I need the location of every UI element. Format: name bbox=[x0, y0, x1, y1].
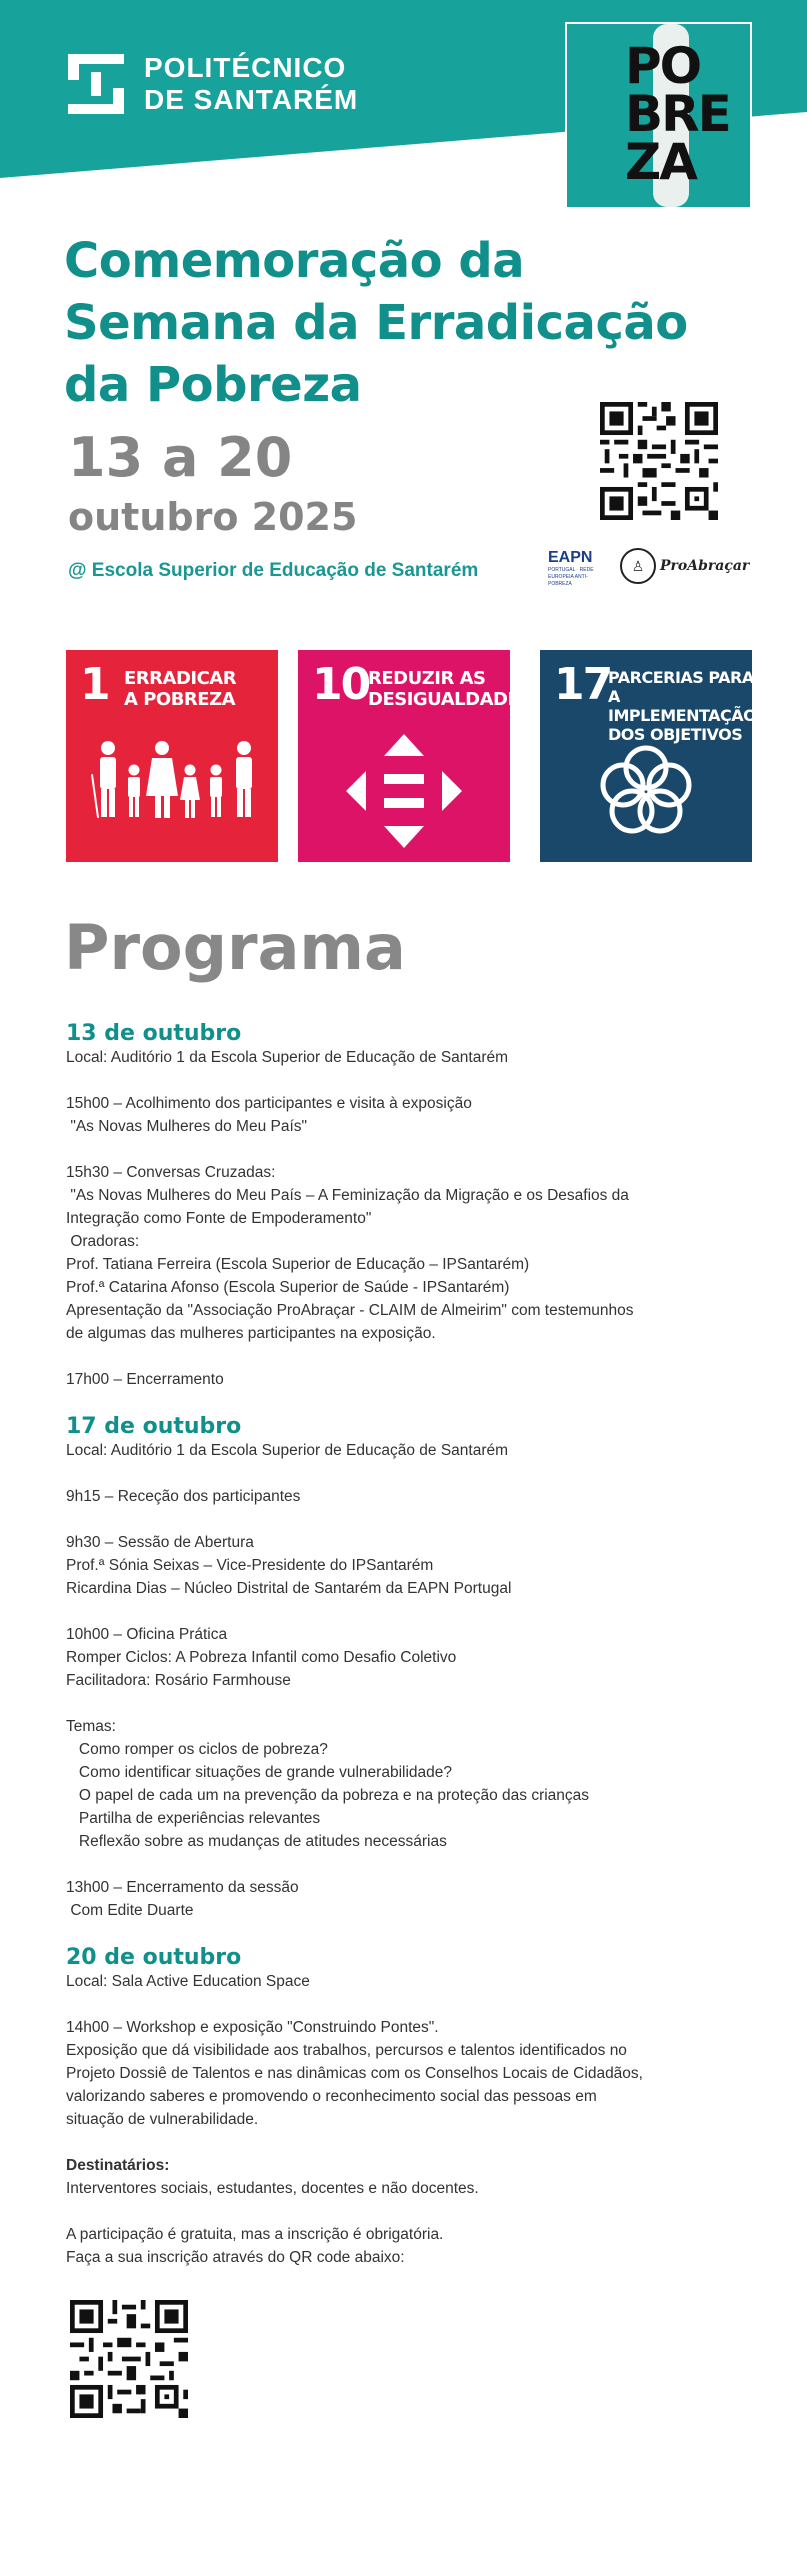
programa-heading: Programa bbox=[64, 911, 406, 984]
eapn-logo-subtitle: PORTUGAL · REDE EUROPEIA ANTI-POBREZA bbox=[548, 567, 594, 587]
proabracar-emblem-icon: ♙ bbox=[620, 548, 656, 584]
institution-logo-icon bbox=[68, 54, 124, 114]
sdg-10-number: 10 bbox=[312, 659, 370, 710]
event-month: outubro 2025 bbox=[68, 495, 358, 539]
day-13-line: "As Novas Mulheres do Meu País" bbox=[66, 1118, 308, 1135]
day-13-line: 15h30 – Conversas Cruzadas: bbox=[66, 1164, 276, 1181]
event-title-line1: Comemoração da bbox=[64, 233, 525, 289]
event-title bbox=[64, 230, 754, 416]
day-13-line bbox=[66, 1138, 756, 1161]
day-20-details bbox=[66, 1970, 756, 2269]
destinatarios-label: Destinatários: bbox=[66, 2157, 170, 2174]
sdg-17-label bbox=[608, 668, 756, 744]
sdg-1-label-line2: A POBREZA bbox=[124, 689, 236, 710]
day-20-line: situação de vulnerabilidade. bbox=[66, 2111, 259, 2128]
eapn-logo[interactable] bbox=[548, 549, 608, 587]
proabracar-logo-text: ProAbraçar bbox=[660, 558, 750, 574]
spacer-line bbox=[66, 2200, 756, 2223]
event-dates: 13 a 20 bbox=[68, 426, 293, 489]
day-17-line: Partilha de experiências relevantes bbox=[66, 1810, 321, 1827]
people-family-icon bbox=[66, 734, 278, 854]
qr-code-registration-icon bbox=[70, 2300, 188, 2418]
day-17-line: 9h15 – Receção dos participantes bbox=[66, 1488, 301, 1505]
day-17-line: Como romper os ciclos de pobreza? bbox=[66, 1741, 328, 1758]
pobreza-poster-image bbox=[565, 22, 752, 209]
institution-name bbox=[144, 52, 358, 116]
participation-line2: Faça a sua inscrição através do QR code abaixo: bbox=[66, 2249, 405, 2266]
participation-line1: A participação é gratuita, mas a inscrição é obrigatória. bbox=[66, 2226, 444, 2243]
day-heading-13: 13 de outubro bbox=[66, 1021, 242, 1046]
day-20-line bbox=[66, 2131, 756, 2154]
day-20-line: Projeto Dossiê de Talentos e nas dinâmicas com os Conselhos Locais de Cidadãos, bbox=[66, 2065, 643, 2082]
sdg-17-label-line3: DOS OBJETIVOS bbox=[608, 725, 743, 744]
proabracar-logo[interactable] bbox=[620, 548, 749, 584]
sdg-17-label-line2: A IMPLEMENTAÇÃO bbox=[608, 687, 757, 725]
day-13-line: Prof. Tatiana Ferreira (Escola Superior de Educação – IPSantarém) bbox=[66, 1256, 530, 1273]
day-17-line: O papel de cada um na prevenção da pobreza e na proteção das crianças bbox=[66, 1787, 590, 1804]
day-17-line: Temas: bbox=[66, 1718, 116, 1735]
day-17-line: Prof.ª Sónia Seixas – Vice-Presidente do IPSantarém bbox=[66, 1557, 434, 1574]
sdg-tile-1 bbox=[66, 650, 278, 862]
sdg-17-number: 17 bbox=[554, 659, 612, 710]
sdg-17-label-line1: PARCERIAS PARA bbox=[608, 668, 754, 687]
sdg-1-label bbox=[124, 668, 236, 710]
day-20-line: 14h00 – Workshop e exposição "Construindo Pontes". bbox=[66, 2019, 439, 2036]
partnership-rings-icon bbox=[540, 734, 752, 854]
day-13-line: 15h00 – Acolhimento dos participantes e visita à exposição bbox=[66, 1095, 472, 1112]
day-13-line: 17h00 – Encerramento bbox=[66, 1371, 224, 1388]
event-title-line3: da Pobreza bbox=[64, 357, 362, 413]
sdg-tile-17 bbox=[540, 650, 757, 862]
qr-code-top[interactable] bbox=[600, 402, 718, 520]
day-17-line: 10h00 – Oficina Prática bbox=[66, 1626, 228, 1643]
day-17-line: Com Edite Duarte bbox=[66, 1902, 194, 1919]
day-13-line: Apresentação da "Associação ProAbraçar - CLAIM de Almeirim" com testemunhos bbox=[66, 1302, 634, 1319]
sdg-1-number: 1 bbox=[80, 659, 109, 710]
day-17-line: 13h00 – Encerramento da sessão bbox=[66, 1879, 299, 1896]
equality-arrows-icon bbox=[298, 734, 510, 854]
day-13-details bbox=[66, 1046, 756, 1391]
day-17-line: Local: Auditório 1 da Escola Superior de Educação de Santarém bbox=[66, 1442, 509, 1459]
day-17-line bbox=[66, 1853, 756, 1876]
poster-word: PO BRE ZA bbox=[625, 37, 730, 191]
institution-logo[interactable] bbox=[68, 52, 358, 116]
partner-logos bbox=[548, 548, 750, 587]
qr-code-top-icon bbox=[600, 402, 718, 520]
sdg-10-label-line1: REDUZIR AS bbox=[368, 668, 486, 689]
day-20-line bbox=[66, 1993, 756, 2016]
institution-name-line2: DE SANTARÉM bbox=[144, 84, 359, 115]
day-13-line: Integração como Fonte de Empoderamento" bbox=[66, 1210, 372, 1227]
day-13-line bbox=[66, 1069, 756, 1092]
day-17-line bbox=[66, 1600, 756, 1623]
day-17-line: Ricardina Dias – Núcleo Distrital de Santarém da EAPN Portugal bbox=[66, 1580, 512, 1597]
day-17-line: Romper Ciclos: A Pobreza Infantil como Desafio Coletivo bbox=[66, 1649, 457, 1666]
day-heading-20: 20 de outubro bbox=[66, 1945, 242, 1970]
day-13-line: Prof.ª Catarina Afonso (Escola Superior de Saúde - IPSantarém) bbox=[66, 1279, 510, 1296]
day-17-line: 9h30 – Sessão de Abertura bbox=[66, 1534, 254, 1551]
day-13-line: de algumas das mulheres participantes na exposição. bbox=[66, 1325, 436, 1342]
day-20-line: valorizando saberes e promovendo o reconhecimento social das pessoas em bbox=[66, 2088, 597, 2105]
day-20-line: Exposição que dá visibilidade aos trabalhos, percursos e talentos identificados no bbox=[66, 2042, 627, 2059]
day-13-line: Local: Auditório 1 da Escola Superior de Educação de Santarém bbox=[66, 1049, 509, 1066]
day-13-line: "As Novas Mulheres do Meu País – A Feminização da Migração e os Desafios da bbox=[66, 1187, 629, 1204]
day-17-line bbox=[66, 1692, 756, 1715]
day-17-line: Facilitadora: Rosário Farmhouse bbox=[66, 1672, 291, 1689]
day-13-line bbox=[66, 1345, 756, 1368]
sdg-10-label-line2: DESIGUALDADES bbox=[368, 689, 532, 710]
qr-code-registration[interactable] bbox=[70, 2300, 188, 2418]
sdg-tile-10 bbox=[298, 650, 532, 862]
institution-name-line1: POLITÉCNICO bbox=[144, 52, 347, 83]
day-17-line: Reflexão sobre as mudanças de atitudes necessárias bbox=[66, 1833, 447, 1850]
event-venue: @ Escola Superior de Educação de Santarém bbox=[68, 560, 479, 581]
eapn-logo-text: EAPN bbox=[548, 549, 593, 566]
day-heading-17: 17 de outubro bbox=[66, 1414, 242, 1439]
destinatarios-text: Interventores sociais, estudantes, docentes e não docentes. bbox=[66, 2180, 479, 2197]
day-17-line bbox=[66, 1462, 756, 1485]
day-17-line bbox=[66, 1508, 756, 1531]
day-17-details bbox=[66, 1439, 756, 1922]
day-17-line: Como identificar situações de grande vulnerabilidade? bbox=[66, 1764, 453, 1781]
sdg-10-label bbox=[368, 668, 532, 710]
event-title-line2: Semana da Erradicação bbox=[64, 295, 688, 351]
day-20-line: Local: Sala Active Education Space bbox=[66, 1973, 310, 1990]
day-13-line: Oradoras: bbox=[66, 1233, 140, 1250]
sdg-1-label-line1: ERRADICAR bbox=[124, 668, 237, 689]
